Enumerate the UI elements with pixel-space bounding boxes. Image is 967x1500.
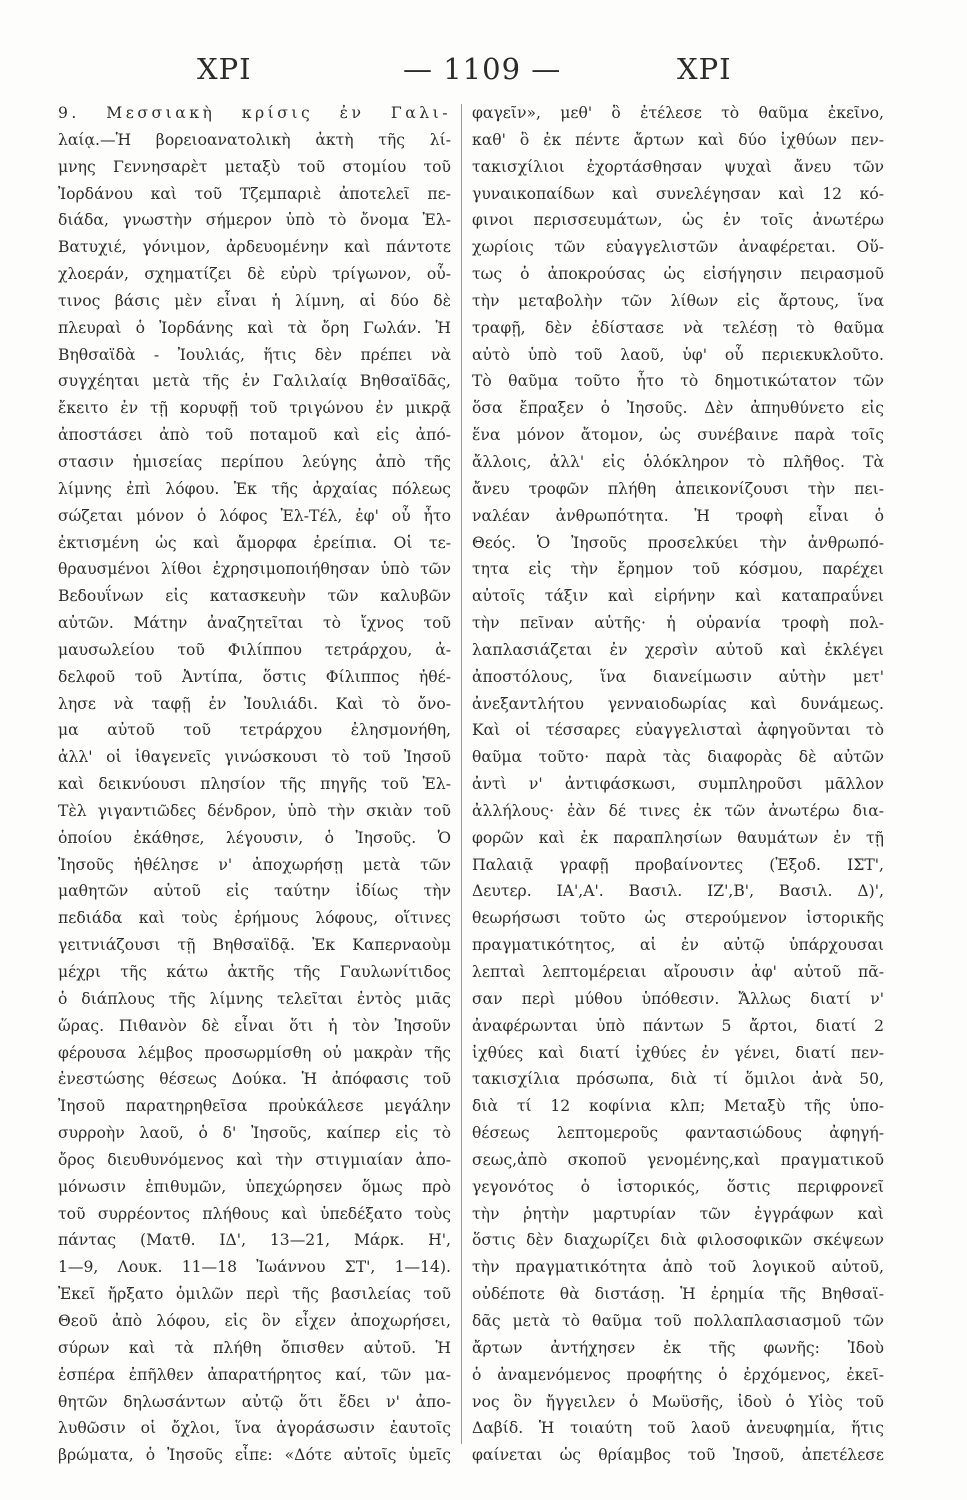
text-line: θαῦμα τοῦτο· παρὰ τὰς διαφορὰς δὲ αὐτῶν [472,748,884,767]
text-line: ὅσα ἔπραξεν ὁ Ἰησοῦς. Δὲν ἀπηυθύνετο εἰς [472,399,884,418]
text-line: μνης Γεννησαρὲτ μεταξὺ τοῦ στομίου τοῦ [58,157,451,176]
text-line: γεγονότος ὁ ἱστορικός, ὅστις περιφρονεῖ [472,1177,884,1196]
text-line: τακισχίλια πρόσωπα, διὰ τί ὅμιλοι ἀνὰ 50, [472,1070,884,1089]
text-line: 1—9, Λουκ. 11—18 Ἰωάννου ΣΤ', 1—14). [58,1258,451,1277]
text-line: τως ὁ ἀποκρούσας ὡς εἰσήγησιν πειρασμοῦ [472,265,884,284]
text-line: ὅστις δὲν διαχωρίζει διὰ φιλοσοφικῶν σκέψεων [472,1231,884,1250]
text-line: φαίνεται ὡς θρίαμβος τοῦ Ἰησοῦ, ἀπετέλεσε [472,1446,884,1465]
page-header [0,52,967,92]
text-line: φορῶν καὶ ἐκ παραπλησίων θαυμάτων ἐν τῇ [472,828,884,847]
text-line: ἀποστάσει ἀπὸ τοῦ ποταμοῦ καὶ εἰς ἀπό- [58,426,451,445]
text-line: ὁ ἀναμενόμενος προφήτης ὁ ἐρχόμενος, ἐκεῖ- [472,1365,884,1384]
text-line: γυναικοπαίδων καὶ συνελέγησαν καὶ 12 κό- [472,184,884,203]
text-line: πάντας (Ματθ. ΙΔ', 13—21, Μάρκ. Η', [58,1231,451,1250]
text-line: Τὲλ γιγαντιῶδες δένδρον, ὑπὸ τὴν σκιὰν τοῦ [58,801,451,820]
text-line: πλευραὶ ὁ Ἰορδάνης καὶ τὰ ὄρη Γωλάν. Ἡ [58,318,451,337]
text-line: Ἰησοῦς ἠθέλησε ν' ἀποχωρήσῃ μετὰ τῶν [58,855,451,874]
text-line: Ἐκεῖ ἤρξατο ὁμιλῶν περὶ τῆς βασιλείας τοῦ [58,1285,451,1304]
text-line: τητα εἰς τὴν ἔρημον τοῦ κόσμου, παρέχει [472,560,884,579]
text-line: καθ' ὃ ἐκ πέντε ἄρτων καὶ δύο ἰχθύων πεν- [472,130,884,149]
text-line: μα αὐτοῦ τοῦ τετράρχου ἐλησμονήθη, [58,721,451,740]
text-line: ἀλλ' οἱ ἰθαγενεῖς γινώσκουσι τὸ τοῦ Ἰησοῦ [58,748,451,767]
header-left-guide-word: ΧΡΙ [197,52,252,86]
text-line: Θεός. Ὁ Ἰησοῦς προσελκύει τὴν ἀνθρωπό- [472,533,884,552]
text-line: ἔκειτο ἐν τῇ κορυφῇ τοῦ τριγώνου ἐν μικρᾷ [58,399,451,418]
text-line: ἐκτισμένη ὡς καὶ ἄμορφα ἐρείπια. Οἱ τε- [58,533,451,552]
text-line: πεδιάδα καὶ τοὺς ἐρήμους λόφους, οἵτινες [58,909,451,928]
text-line: θητῶν δηλωσάντων αὐτῷ ὅτι ἔδει ν' ἀπο- [58,1392,451,1411]
text-line: σύρων καὶ τὰ πλήθη ὄπισθεν αὐτοῦ. Ἡ [58,1338,451,1357]
text-line: τακισχίλιοι ἐχορτάσθησαν ψυχαὶ ἄνευ τῶν [472,157,884,176]
text-line: συγχέηται μετὰ τῆς ἐν Γαλιλαίᾳ Βηθσαϊδᾶς, [58,372,451,391]
text-line: Παλαιᾷ γραφῇ προβαίνοντες (Ἐξοδ. ΙΣΤ', [472,855,884,874]
text-line: ἀντὶ ν' ἀντιφάσκωσι, συμπληροῦσι μᾶλλον [472,775,884,794]
text-line: καὶ δεικνύουσι πλησίον τῆς πηγῆς τοῦ Ἐλ- [58,775,451,794]
text-line: χωρίοις τῶν εὐαγγελιστῶν ἀναφέρεται. Οὕ- [472,238,884,257]
text-line: Βατυχιέ, γόνιμον, ἀρδευομένην καὶ πάντοτε [58,238,451,257]
text-line: δᾶς μετὰ τὸ θαῦμα τοῦ πολλαπλασιασμοῦ τῶν [472,1311,884,1330]
text-line: λησε νὰ ταφῇ ἐν Ἰουλιάδι. Καὶ τὸ ὄνο- [58,694,451,713]
text-line: μέχρι τῆς κάτω ἀκτῆς τῆς Γαυλωνίτιδος [58,963,451,981]
text-line: σαν περὶ μύθου ὑπόθεσιν. Ἄλλως διατί ν' [472,989,884,1008]
text-line: ἄρτων ἀντήχησεν ἐκ τῆς φωνῆς: Ἰδοὺ [472,1338,884,1357]
text-line: ἐνεστώσης θέσεως Δούκα. Ἡ ἀπόφασις τοῦ [58,1070,451,1089]
text-line: Ἰορδάνου καὶ τοῦ Τζεμπαριὲ ἀποτελεῖ πε- [58,184,451,203]
text-line: λυθῶσιν οἱ ὄχλοι, ἵνα ἀγοράσωσιν ἑαυτοῖς [58,1419,451,1438]
text-line: στασιν ἡμισείας περίπου λεύγης ἀπὸ τῆς [58,452,451,471]
text-line: ἄλλοις, ἀλλ' εἰς ὁλόκληρον τὸ πλῆθος. Τὰ [472,452,884,471]
text-line: φινοι περισσευμάτων, ὡς ἐν τοῖς ἀνωτέρω [472,211,884,230]
text-line: Καὶ οἱ τέσσαρες εὐαγγελισταὶ ἀφηγοῦνται τὸ [472,721,884,740]
text-line: βρώματα, ὁ Ἰησοῦς εἶπε: «Δότε αὐτοῖς ὑμεῖς [58,1446,451,1465]
text-line: αὐτὸ ὑπὸ τοῦ λαοῦ, ὑφ' οὗ περιεκυκλοῦτο. [472,345,884,364]
left-text-column [58,100,451,1469]
text-line: ἀναφέρωνται ὑπὸ πάντων 5 ἄρτοι, διατί 2 [472,1016,884,1035]
column-divider [461,104,462,1444]
text-line: ὁ διάπλους τῆς λίμνης τελεῖται ἐντὸς μιᾶς [58,989,451,1008]
text-line: διὰ τί 12 κοφίνια κλπ; Μεταξὺ τῆς ὑπο- [472,1097,884,1116]
text-line: τὴν μεταβολὴν τῶν λίθων εἰς ἄρτους, ἵνα [472,291,884,310]
text-line: Τὸ θαῦμα τοῦτο ἦτο τὸ δημοτικώτατον τῶν [472,372,884,391]
text-line: ἀποστόλους, ἵνα διανείμωσιν αὐτὴν μετ' [472,667,884,686]
text-line: θεωρήσωσι τοῦτο ὡς στερούμενον ἱστορικῆς [472,909,884,928]
text-line: ναλέαν ἀνθρωπότητα. Ἡ τροφὴ εἶναι ὁ [472,506,884,525]
text-line: ἀλλήλους· ἐὰν δέ τινες ἐκ τῶν ἀνωτέρω δια- [472,801,884,820]
text-line: δελφοῦ τοῦ Ἀντίπα, ὅστις Φίλιππος ἠθέ- [58,667,451,686]
text-line: φαγεῖν», μεθ' ὃ ἐτέλεσε τὸ θαῦμα ἐκεῖνο, [472,104,884,122]
text-line: ἰχθύες καὶ διατί ἰχθύες ἐν γένει, διατί πεν- [472,1043,884,1062]
text-line: ἀνεξαντλήτου γενναιοδωρίας καὶ δυνάμεως. [472,694,884,713]
text-line: Θεοῦ ἀπὸ λόφου, εἰς ὃν εἶχεν ἀποχωρήσει, [58,1311,451,1330]
text-line: φέρουσα λέμβος προσωρμίσθη οὐ μακρὰν τῆς [58,1043,451,1062]
text-line: 9. Μεσσιακὴ κρίσις ἐν Γαλι- [58,104,451,122]
text-line: λίμνης ἐπὶ λόφου. Ἐκ τῆς ἀρχαίας πόλεως [58,479,451,498]
text-line: τὴν πραγματικότητα ἀπὸ τοῦ λογικοῦ αὐτοῦ, [472,1258,884,1277]
text-line: γειτνιάζουσι τῇ Βηθσαϊδᾷ. Ἐκ Καπερναοὺμ [58,936,451,955]
text-line: οὐδέποτε θὰ διστάσῃ. Ἡ ἐρημία τῆς Βηθσαϊ- [472,1285,884,1304]
text-line: μαυσωλείου τοῦ Φιλίππου τετράρχου, ἀ- [58,640,451,659]
text-line: τοῦ συρρέοντος πλήθους καὶ ὑπεδέξατο τοὺς [58,1204,451,1223]
text-line: Βηθσαϊδὰ - Ἰουλιάς, ἥτις δὲν πρέπει νὰ [58,345,451,364]
text-line: Δαβίδ. Ἡ τοιαύτη τοῦ λαοῦ ἀνευφημία, ἥτις [472,1419,884,1438]
text-line: Βεδουΐνων εἰς κατασκευὴν τῶν καλυβῶν [58,587,451,606]
text-line: αὐτοῖς τάξιν καὶ εἰρήνην καὶ καταπραΰνει [472,587,884,606]
text-line: τὴν ῥητὴν μαρτυρίαν τῶν ἐγγράφων καὶ [472,1204,884,1223]
text-line: θέσεως λεπτομεροῦς φαντασιώδους ἀφηγή- [472,1124,884,1143]
text-line: τινος βάσις μὲν εἶναι ἡ λίμνη, αἱ δύο δὲ [58,291,451,310]
text-line: νος ὃν ἤγγειλεν ὁ Μωϋσῆς, ἰδοὺ ὁ Υἱὸς τοῦ [472,1392,884,1411]
text-line: πραγματικότητος, αἱ ἐν αὐτῷ ὑπάρχουσαι [472,936,884,955]
text-line: λεπταὶ λεπτομέρειαι αἴρουσιν ἀφ' αὐτοῦ πᾶ- [472,963,884,981]
text-line: συρροὴν λαοῦ, ὁ δ' Ἰησοῦς, καίπερ εἰς τὸ [58,1124,451,1143]
text-line: σεως,ἀπὸ σκοποῦ γενομένης,καὶ πραγματικοῦ [472,1150,884,1169]
text-line: ὥρας. Πιθανὸν δὲ εἶναι ὅτι ἡ τὸν Ἰησοῦν [58,1016,451,1035]
text-line: θραυσμένοι λίθοι ἐχρησιμοποιήθησαν ὑπὸ τῶν [58,560,451,579]
header-right-guide-word: ΧΡΙ [677,52,732,86]
text-line: λαπλασιάζεται ἐν χερσὶν αὐτοῦ καὶ ἐκλέγει [472,640,884,659]
text-line: αὐτῶν. Μάτην ἀναζητεῖται τὸ ἴχνος τοῦ [58,614,451,633]
text-line: ὄρος διευθυνόμενος καὶ τὴν στιγμιαίαν ἀπο- [58,1150,451,1169]
right-text-column [472,100,884,1469]
text-line: Ἰησοῦ παρατηρηθεῖσα προὐκάλεσε μεγάλην [58,1097,451,1116]
text-line: μαθητῶν αὐτοῦ εἰς ταύτην ἰδίως τὴν [58,882,451,901]
text-line: ἄνευ τροφῶν πλήθη ἀπεικονίζουσι τὴν πει- [472,479,884,498]
text-line: χλοεράν, σχηματίζει δὲ εὐρὺ τρίγωνον, οὗ- [58,265,451,284]
text-line: σώζεται μόνον ὁ λόφος Ἐλ-Τέλ, ἐφ' οὗ ἦτο [58,506,451,525]
text-line: Δευτερ. ΙΑ',Α'. Βασιλ. ΙΖ',Β', Βασιλ. Δ)', [472,882,884,901]
text-line: ὁποίου ἐκάθησε, λέγουσιν, ὁ Ἰησοῦς. Ὁ [58,828,451,847]
text-line: λαίᾳ.—Ἡ βορειοανατολικὴ ἀκτὴ τῆς λί- [58,130,451,149]
text-line: ἑσπέρα ἐπῆλθεν ἀπαρατήρητος καί, τῶν μα- [58,1365,451,1384]
text-line: μόνωσιν ἐπιθυμῶν, ὑπεχώρησεν ὅμως πρὸ [58,1177,451,1196]
text-line: τὴν πεῖναν αὐτῆς· ἡ οὐρανία τροφὴ πολ- [472,614,884,633]
text-line: διάδα, γνωστὴν σήμερον ὑπὸ τὸ ὄνομα Ἐλ- [58,211,451,230]
text-line: τραφῇ, δὲν ἐδίστασε νὰ τελέσῃ τὸ θαῦμα [472,318,884,337]
page-number: — 1109 — [403,52,562,86]
text-line: ἕνα μόνον ἄτομον, ὡς συνέβαινε παρὰ τοῖς [472,426,884,445]
